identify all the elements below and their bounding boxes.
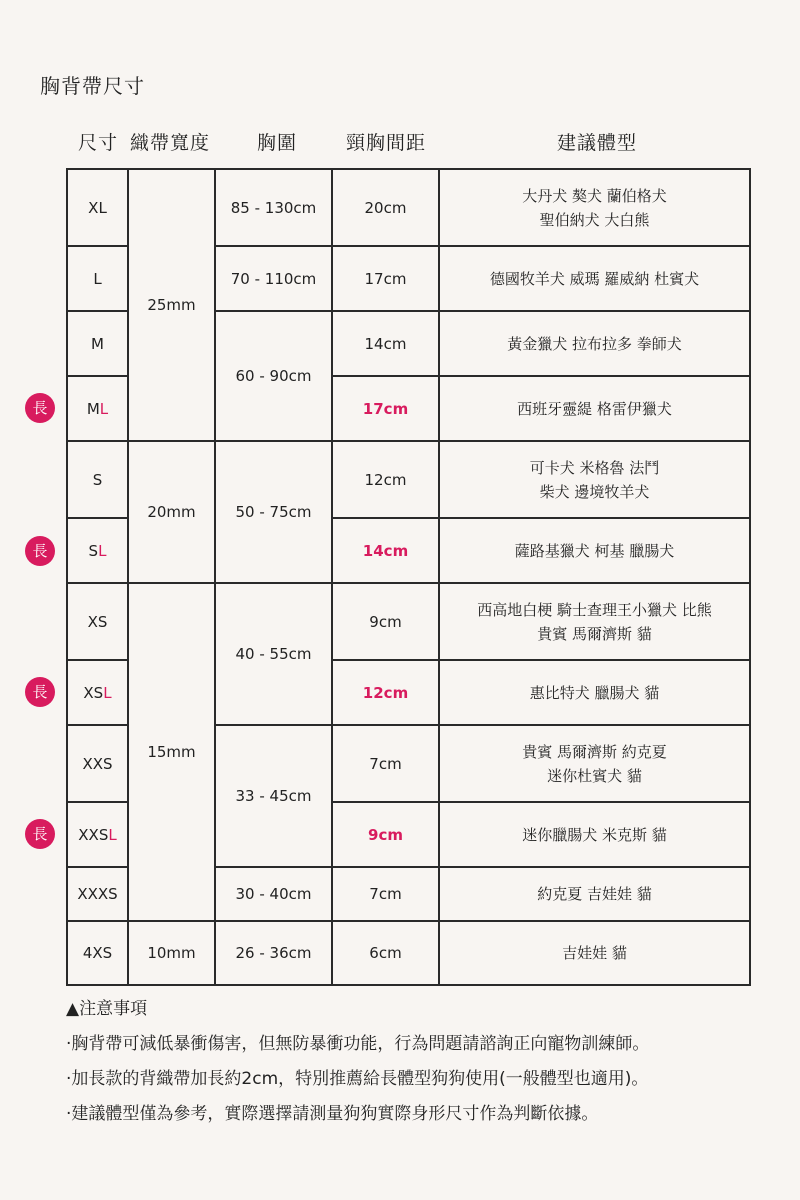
size-cell: L — [67, 246, 128, 311]
size-main: XXS — [78, 825, 109, 844]
size-table — [66, 168, 751, 986]
long-badge: 長 — [25, 536, 55, 566]
recommended-cell: 約克夏 吉娃娃 貓 — [439, 867, 750, 921]
recommended-cell: 西班牙靈緹 格雷伊獵犬 — [439, 376, 750, 441]
recommended-cell — [439, 169, 750, 246]
neck-cell: 17cm — [332, 376, 439, 441]
note-item: ‧建議體型僅為參考，實際選擇請測量狗狗實際身形尺寸作為判斷依據。 — [66, 1104, 599, 1124]
recommended-cell — [439, 583, 750, 660]
size-long-suffix: L — [108, 825, 117, 844]
recommended-cell — [439, 725, 750, 802]
neck-cell: 14cm — [332, 311, 439, 376]
chest-cell: 33 - 45cm — [215, 725, 332, 867]
width-cell: 15mm — [128, 583, 215, 921]
neck-cell: 9cm — [332, 583, 439, 660]
neck-cell: 6cm — [332, 921, 439, 985]
long-badge: 長 — [25, 393, 55, 423]
header-strap-width: 織帶寬度 — [130, 132, 211, 154]
recommended-line: 柴犬 邊境牧羊犬 — [539, 482, 650, 501]
notes-section — [66, 992, 649, 1132]
header-neck-to-chest: 頸胸間距 — [346, 132, 427, 154]
neck-cell: 14cm — [332, 518, 439, 583]
note-item: ‧加長款的背織帶加長約2cm，特別推薦給長體型狗狗使用(一般體型也適用)。 — [66, 1069, 649, 1089]
notes-heading: ▲注意事項 — [66, 999, 148, 1019]
recommended-line: 西高地白梗 騎士查理王小獵犬 比熊 — [477, 600, 712, 619]
recommended-line: 聖伯納犬 大白熊 — [539, 210, 650, 229]
table-row — [67, 169, 750, 246]
chest-cell: 60 - 90cm — [215, 311, 332, 441]
recommended-line: 可卡犬 米格魯 法鬥 — [529, 458, 660, 477]
chest-cell: 26 - 36cm — [215, 921, 332, 985]
chest-cell: 50 - 75cm — [215, 441, 332, 583]
header-size: 尺寸 — [78, 132, 119, 154]
neck-cell: 17cm — [332, 246, 439, 311]
width-cell: 25mm — [128, 169, 215, 441]
neck-cell: 7cm — [332, 725, 439, 802]
long-badge: 長 — [25, 677, 55, 707]
recommended-line: 貴賓 馬爾濟斯 約克夏 — [522, 742, 667, 761]
note-item: ‧胸背帶可減低暴衝傷害，但無防暴衝功能，行為問題請諮詢正向寵物訓練師。 — [66, 1034, 650, 1054]
long-badge: 長 — [25, 819, 55, 849]
size-long-suffix: L — [99, 399, 109, 418]
size-cell: S — [67, 441, 128, 518]
neck-cell: 20cm — [332, 169, 439, 246]
size-cell — [67, 518, 128, 583]
recommended-cell: 迷你臘腸犬 米克斯 貓 — [439, 802, 750, 867]
neck-cell: 12cm — [332, 441, 439, 518]
size-main: M — [86, 399, 100, 418]
recommended-line: 大丹犬 獒犬 蘭伯格犬 — [522, 186, 667, 205]
size-main: XS — [83, 683, 104, 702]
table-row — [67, 441, 750, 518]
recommended-cell: 惠比特犬 臘腸犬 貓 — [439, 660, 750, 725]
size-long-suffix: L — [103, 683, 112, 702]
size-main: S — [88, 541, 99, 560]
chest-cell: 40 - 55cm — [215, 583, 332, 725]
neck-cell: 9cm — [332, 802, 439, 867]
recommended-cell: 德國牧羊犬 威瑪 羅威納 杜賓犬 — [439, 246, 750, 311]
recommended-cell — [439, 441, 750, 518]
page-title: 胸背帶尺寸 — [40, 74, 145, 98]
recommended-cell: 薩路基獵犬 柯基 臘腸犬 — [439, 518, 750, 583]
size-cell: XXXS — [67, 867, 128, 921]
size-long-suffix: L — [98, 541, 107, 560]
width-cell: 10mm — [128, 921, 215, 985]
size-cell: XXS — [67, 725, 128, 802]
table-row — [67, 921, 750, 985]
size-cell: 4XS — [67, 921, 128, 985]
size-cell — [67, 660, 128, 725]
recommended-line: 迷你杜賓犬 貓 — [547, 766, 642, 785]
header-chest: 胸圍 — [257, 132, 298, 154]
neck-cell: 7cm — [332, 867, 439, 921]
chest-cell: 30 - 40cm — [215, 867, 332, 921]
size-cell: XS — [67, 583, 128, 660]
chest-cell: 85 - 130cm — [215, 169, 332, 246]
size-cell — [67, 376, 128, 441]
width-cell: 20mm — [128, 441, 215, 583]
recommended-cell: 吉娃娃 貓 — [439, 921, 750, 985]
table-row — [67, 583, 750, 660]
header-recommended: 建議體型 — [557, 132, 638, 154]
size-cell: XL — [67, 169, 128, 246]
size-cell — [67, 802, 128, 867]
neck-cell: 12cm — [332, 660, 439, 725]
chest-cell: 70 - 110cm — [215, 246, 332, 311]
recommended-line: 貴賓 馬爾濟斯 貓 — [537, 624, 652, 643]
size-cell: M — [67, 311, 128, 376]
recommended-cell: 黃金獵犬 拉布拉多 拳師犬 — [439, 311, 750, 376]
